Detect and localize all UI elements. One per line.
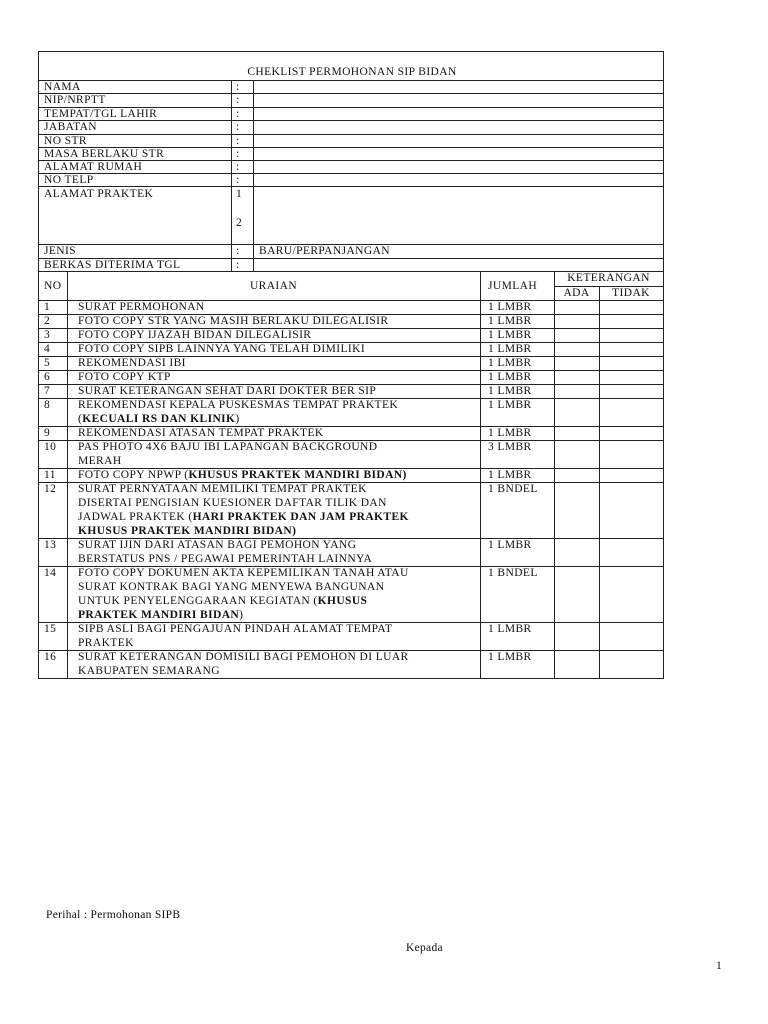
row-description-line [78, 497, 387, 510]
row-jumlah: 1 LMBR [488, 651, 532, 663]
row-description-line [78, 371, 171, 384]
row-number: 1 [44, 301, 51, 313]
row-divider [39, 80, 663, 81]
row-jumlah: 1 LMBR [488, 623, 532, 635]
column-divider [554, 271, 555, 679]
row-description-line [78, 329, 311, 342]
row-number: 2 [44, 315, 51, 327]
row-number: 6 [44, 371, 51, 383]
row-number: 10 [44, 441, 57, 453]
field-nip-label: NIP/NRPTT [44, 94, 106, 106]
column-divider [253, 80, 254, 271]
field-colon: : [236, 161, 240, 173]
perihal-text: Perihal : Permohonan SIPB [46, 909, 181, 921]
field-colon: : [236, 108, 240, 120]
row-description-line [78, 343, 365, 356]
row-description-text: ( [78, 413, 83, 425]
alamat-praktek-number-1: 1 [236, 188, 243, 200]
row-number: 5 [44, 357, 51, 369]
row-description-bold: KHUSUS PRAKTEK MANDIRI BIDAN) [188, 469, 407, 481]
column-divider [480, 271, 481, 679]
row-jumlah: 1 BNDEL [488, 567, 538, 579]
row-description-text: SURAT PERNYATAAN MEMILIKI TEMPAT PRAKTEK [78, 483, 367, 495]
field-ttl-label: TEMPAT/TGL LAHIR [44, 108, 158, 120]
alamat-praktek-number-2: 2 [236, 217, 243, 229]
row-description-line [78, 455, 122, 468]
checklist-form [38, 51, 664, 679]
field-colon: : [236, 259, 240, 271]
row-description-line [78, 315, 388, 328]
row-description-line [78, 357, 186, 370]
row-description-text: FOTO COPY STR YANG MASIH BERLAKU DILEGALISIR [78, 315, 389, 327]
row-jumlah: 1 LMBR [488, 399, 532, 411]
row-jumlah: 1 LMBR [488, 539, 532, 551]
row-description-text: SURAT IJIN DARI ATASAN BAGI PEMOHON YANG [78, 539, 357, 551]
field-no-telp-label: NO TELP [44, 174, 94, 186]
row-description-line [78, 637, 134, 650]
row-description-text: FOTO COPY IJAZAH BIDAN DILEGALISIR [78, 329, 312, 341]
row-description-text: SURAT KONTRAK BAGI YANG MENYEWA BANGUNAN [78, 581, 385, 593]
row-description-line [78, 623, 392, 636]
field-jabatan-label: JABATAN [44, 121, 97, 133]
row-description-text: SURAT PERMOHONAN [78, 301, 205, 313]
field-colon: : [236, 81, 240, 93]
row-description-text: FOTO COPY DOKUMEN AKTA KEPEMILIKAN TANAH ATAU [78, 567, 409, 579]
row-description-text: SIPB ASLI BAGI PENGAJUAN PINDAH ALAMAT TEMPAT [78, 623, 393, 635]
column-divider [231, 80, 232, 271]
table-header-keterangan: KETERANGAN [567, 272, 650, 284]
row-number: 4 [44, 343, 51, 355]
row-description-line [78, 651, 409, 664]
column-divider [67, 271, 68, 679]
field-alamat-praktek-label: ALAMAT PRAKTEK [44, 188, 154, 200]
row-description-text: FOTO COPY SIPB LAINNYA YANG TELAH DIMILIKI [78, 343, 366, 355]
row-jumlah: 1 LMBR [488, 357, 532, 369]
field-colon: : [236, 245, 240, 257]
row-description-line [78, 525, 296, 538]
row-divider [39, 186, 663, 187]
row-description-line [78, 609, 243, 622]
row-jumlah: 1 LMBR [488, 371, 532, 383]
row-number: 16 [44, 651, 57, 663]
row-number: 15 [44, 623, 57, 635]
row-description-text: ) [239, 609, 244, 621]
row-number: 12 [44, 483, 57, 495]
field-nama-label: NAMA [44, 81, 81, 93]
row-number: 13 [44, 539, 57, 551]
table-header-no: NO [44, 280, 62, 292]
field-jenis-label: JENIS [44, 245, 77, 257]
row-description-text: REKOMENDASI KEPALA PUSKESMAS TEMPAT PRAKTEK [78, 399, 399, 411]
row-jumlah: 1 LMBR [488, 385, 532, 397]
row-description-bold: KHUSUS [317, 595, 368, 607]
row-jumlah: 1 LMBR [488, 469, 532, 481]
row-description-text: PRAKTEK [78, 637, 134, 649]
field-jenis-value: BARU/PERPANJANGAN [259, 245, 390, 257]
kepada-text: Kepada [406, 942, 443, 954]
row-jumlah: 1 LMBR [488, 301, 532, 313]
row-description-line [78, 385, 376, 398]
row-description-bold: PRAKTEK MANDIRI BIDAN [78, 609, 240, 621]
row-description-text: MERAH [78, 455, 122, 467]
row-divider [39, 134, 663, 135]
row-description-line [78, 595, 367, 608]
row-divider [39, 93, 663, 94]
row-description-line [78, 469, 407, 482]
row-description-line [78, 665, 220, 678]
row-description-text: SURAT KETERANGAN SEHAT DARI DOKTER BER SIP [78, 385, 377, 397]
row-description-text: REKOMENDASI ATASAN TEMPAT PRAKTEK [78, 427, 324, 439]
row-jumlah: 1 BNDEL [488, 483, 538, 495]
row-description-line [78, 553, 372, 566]
row-description-text: FOTO COPY NPWP ( [78, 469, 189, 481]
row-description-line [78, 581, 384, 594]
row-description-bold: KECUALI RS DAN KLINIK [82, 413, 236, 425]
page-number: 1 [716, 960, 723, 972]
field-colon: : [236, 121, 240, 133]
row-jumlah: 1 LMBR [488, 427, 532, 439]
row-description-line [78, 441, 377, 454]
row-description-line [78, 539, 356, 552]
row-number: 9 [44, 427, 51, 439]
row-description-line [78, 413, 240, 426]
row-jumlah: 1 LMBR [488, 315, 532, 327]
row-description-text: DISERTAI PENGISIAN KUESIONER DAFTAR TILIK DAN [78, 497, 387, 509]
row-jumlah: 3 LMBR [488, 441, 532, 453]
row-description-line [78, 427, 324, 440]
row-number: 7 [44, 385, 51, 397]
field-colon: : [236, 135, 240, 147]
row-description-line [78, 567, 409, 580]
form-title: CHEKLIST PERMOHONAN SIP BIDAN [247, 66, 457, 78]
field-colon: : [236, 148, 240, 160]
row-description-bold: HARI PRAKTEK DAN JAM PRAKTEK [192, 511, 409, 523]
row-number: 14 [44, 567, 57, 579]
row-description-line [78, 511, 409, 524]
table-header-uraian: URAIAN [249, 280, 298, 292]
row-description-text: REKOMENDASI IBI [78, 357, 186, 369]
field-alamat-rumah-label: ALAMAT RUMAH [44, 161, 143, 173]
row-description-line [78, 483, 367, 496]
row-number: 3 [44, 329, 51, 341]
field-berkas-label: BERKAS DITERIMA TGL [44, 259, 181, 271]
row-description-text: ) [235, 413, 240, 425]
row-number: 11 [44, 469, 56, 481]
row-description-text: JADWAL PRAKTEK ( [78, 511, 193, 523]
row-description-bold: KHUSUS PRAKTEK MANDIRI BIDAN) [78, 525, 297, 537]
row-description-text: UNTUK PENYELENGGARAAN KEGIATAN ( [78, 595, 318, 607]
row-description-text: SURAT KETERANGAN DOMISILI BAGI PEMOHON DI LUAR [78, 651, 409, 663]
row-number: 8 [44, 399, 51, 411]
row-description-text: FOTO COPY KTP [78, 371, 171, 383]
field-masa-str-label: MASA BERLAKU STR [44, 148, 165, 160]
row-jumlah: 1 LMBR [488, 329, 532, 341]
row-description-line [78, 399, 398, 412]
table-header-ada: ADA [563, 287, 590, 299]
table-header-tidak: TIDAK [612, 287, 650, 299]
row-jumlah: 1 LMBR [488, 343, 532, 355]
row-description-text: BERSTATUS PNS / PEGAWAI PEMERINTAH LAINNYA [78, 553, 373, 565]
field-colon: : [236, 94, 240, 106]
row-description-text: PAS PHOTO 4X6 BAJU IBI LAPANGAN BACKGROUND [78, 441, 378, 453]
field-no-str-label: NO STR [44, 135, 87, 147]
row-description-text: KABUPATEN SEMARANG [78, 665, 220, 677]
row-description-line [78, 301, 205, 314]
table-header-jumlah: JUMLAH [488, 280, 538, 292]
field-colon: : [236, 174, 240, 186]
